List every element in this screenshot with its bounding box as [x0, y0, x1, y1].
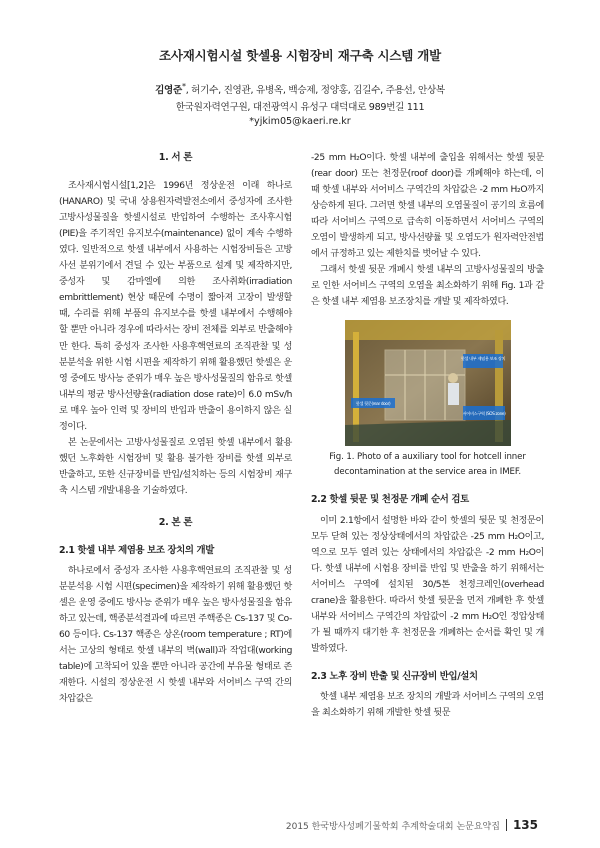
footer-text: 2015 한국방사성폐기물학회 추계학술대회 논문요약집 — [285, 821, 500, 832]
figure-label-zone: 서어비스구역 (SOS zone) — [462, 411, 505, 417]
subsection-2-1-title: 2.1 핫셀 내부 제염용 보조 장치의 개발 — [59, 545, 214, 557]
email: *yjkim05@kaeri.re.kr — [249, 116, 351, 127]
section-1-title: 1. 서 론 — [158, 152, 193, 163]
affiliation: 한국원자력연구원, 대전광역시 유성구 대덕대로 989번길 111 — [175, 102, 425, 113]
subsection-2-2-paragraph: 이미 2.1항에서 설명한 바와 같이 핫셀의 뒷문 및 천정문이 모두 닫혀 있는 정상상태에서의 차압값은 -25 mm H₂O이고, 역으로 모두 열려 있는 상태에서의 차압값은 -2 mm H₂O이다. 핫셀 내부에 시험용 장비를 반입 및 반출을 하기 위해서는 서어비스 구역에 설치된 30/5톤 천정크레인(overhead crane)을 활용한다. 따라서 핫셀 뒷문을 먼저 개폐한 후 핫셀 내부와 서어비스 구역간의 차압값이 -2 mm H₂O인 정압상태가 될 때까지 대기한 후 천정문을 개폐하는 순서를 확인 및 개발하였다. — [311, 515, 544, 654]
continued-paragraph: -25 mm H₂O이다. 핫셀 내부에 출입을 위해서는 핫셀 뒷문(rear door) 또는 천정문(roof door)를 개폐해야 하는데, 이 때 핫셀 내부와 서어비스 구역간의 차압값은 -2 mm H₂O까지 상승하게 된다. 그러면 핫셀 내부의 오염물질이 공기의 흐름에 따라 서어비스 구역으로 급속히 이동하면서 서어비스 구역의 오염이 발생하게 되고, 방사선량률 및 오염도가 원자력안전법에서 규정하고 있는 제한치를 벗어날 수 있다. — [311, 153, 544, 260]
figure-1 — [311, 320, 544, 480]
paragraph-fig-intro: 그래서 핫셀 뒷문 개폐시 핫셀 내부의 고방사성물질의 방출로 인한 서어비스 구역의 오염을 최소화하기 위해 Fig. 1과 같은 핫셀 내부 제염용 보조장치를 개발 및 제작하였다. — [311, 265, 544, 308]
corresponding-mark: * — [181, 82, 186, 91]
figure-1-photo — [345, 320, 511, 446]
subsection-2-3-paragraph: 핫셀 내부 제염용 보조 장치의 개발과 서어비스 구역의 오염을 최소화하기 위해 개발한 핫셀 뒷문 — [311, 691, 544, 719]
section-1-paragraph-1: 조사재시험시설[1,2]은 1996년 정상운전 이래 하나로(HANARO) 및 국내 상용원자력발전소에서 중성자에 조사한 고방사성물질을 핫셀시설로 반입하여 수행하는 조사후시험(PIE)을 주기적인 유지보수(maintenance) 없이 계속 수행하였다. 일반적으로 핫셀 내부에서 사용하는 시험장비들은 고방사선 분위기에서 견딜 수 있는 부품으로 설계 및 제작하지만, 중성자 및 감마엘에 의한 조사취화(irradiation embrittlement) 현상 때문에 수명이 짧아져 고장이 발생할 때, 수리를 위해 부품의 유지보수를 핫셀 내부에서 수행해야 할 뿐만 아니라 경우에 따라서는 장비 전체를 외부로 반출해야만 한다. 특히 중성자 조사한 사용후핵연료의 조직관찰 및 성분분석을 위한 시험 시편을 제작하기 위해 활용했던 핫셀은 운영 중에도 방사능 준위가 매우 높은 방사성물질의 함유로 핫셀 내부의 평균 방사선량율(radiation dose rate)이 6.0 mSv/h로 매우 높아 인력 및 장비의 반입과 반출이 용이하지 않은 실정이다. — [59, 181, 292, 432]
author-line — [0, 82, 600, 96]
page-footer — [286, 818, 538, 832]
coauthors: , 허기수, 진영관, 유병옥, 백승제, 정양홍, 김길수, 주용선, 안상복 — [185, 85, 445, 97]
figure-1-caption: Fig. 1. Photo of a auxiliary tool for hotcell inner decontamination at the service area in IMEF. — [329, 452, 526, 478]
footer-divider — [506, 819, 507, 831]
section-1-paragraph-2: 본 논문에서는 고방사성물질로 오염된 핫셀 내부에서 활용했던 노후화한 시험장비 및 활용 불가한 장비를 핫셀 외부로 반출하고, 또한 신규장비를 반입/설치하는 등의 시험장비 재구축 시스템 개발내용을 기술하였다. — [59, 437, 292, 496]
figure-label-door: 핫셀 뒷문(rear door) — [355, 401, 390, 407]
right-column — [311, 150, 544, 721]
figure-label-tool: 핫셀 내부 제염용 보조 장치 — [460, 356, 505, 362]
subsection-2-2-title: 2.2 핫셀 뒷문 및 천정문 개폐 순서 검토 — [311, 494, 469, 506]
paper-title: 조사재시험시설 핫셀용 시험장비 재구축 시스템 개발 — [158, 48, 441, 63]
left-column — [59, 150, 292, 708]
section-2-title: 2. 본 론 — [158, 516, 193, 528]
page-number: 135 — [512, 818, 538, 832]
lead-author: 김영준 — [155, 85, 182, 97]
subsection-2-1-paragraph: 하나로에서 중성자 조사한 사용후핵연료의 조직관찰 및 성분분석용 시험 시편(specimen)을 제작하기 위해 활용했던 핫셀은 운영 중에도 방사능 준위가 매우 높은 방사성물질을 함유하고 있는데, 핵종분석결과에 따르면 주핵종은 Cs-137 및 Co-60 등이다. Cs-137 핵종은 상온(room temperature ; RT)에서는 고상의 형태로 핫셀 내부의 벽(wall)과 작업대(working table)에 고착되어 있을 뿐만 아니라 공간에 부유물 형태로 존재한다. 시설의 정상운전 시 핫셀 내부와 서어비스 구역 간의 차압값은 — [59, 566, 292, 705]
subsection-2-3-title: 2.3 노후 장비 반출 및 신규장비 반입/설치 — [311, 670, 478, 682]
